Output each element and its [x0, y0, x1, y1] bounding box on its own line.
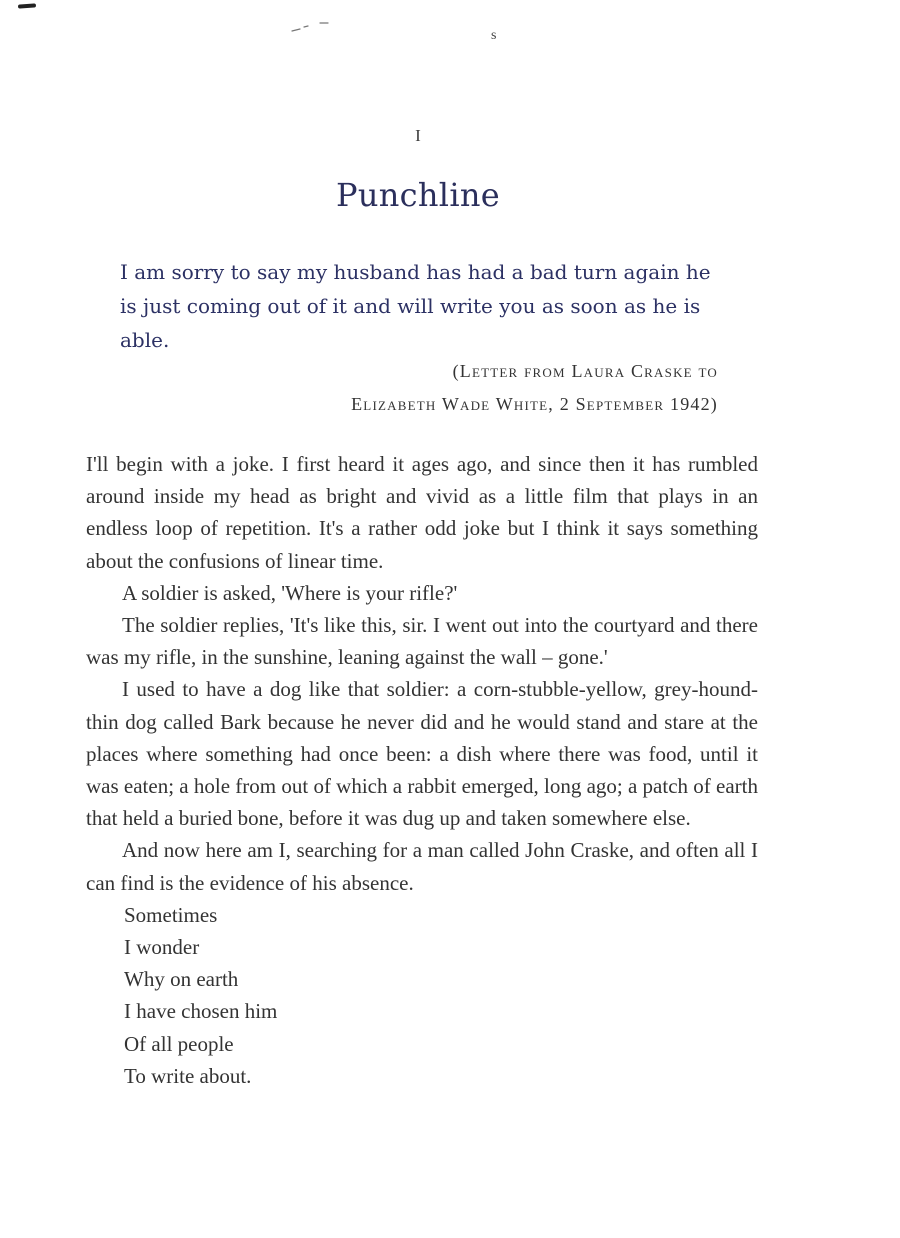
epigraph — [120, 255, 730, 357]
chapter-title: Punchline — [336, 176, 500, 214]
verse-line: I have chosen him — [124, 999, 278, 1024]
chapter-number: I — [415, 126, 421, 145]
paragraph: A soldier is asked, 'Where is your rifle?' — [122, 580, 458, 605]
verse — [86, 899, 758, 1092]
paragraph: I used to have a dog like that soldier: a corn-stubble-yellow, grey-hound-thin dog called Bark because he never did and he would stand and stare at the places where something had once been: a dish where there was food, until it was eaten; a hole from out of which a rabbit emerged, long ago; a patch of earth that held a buried bone, before it was dug up and taken somewhere else. — [86, 677, 758, 831]
verse-line: I wonder — [124, 935, 200, 960]
body-text — [86, 448, 758, 1092]
edge-smudge — [18, 3, 36, 8]
attribution-line-2: Elizabeth Wade White, 2 September 1942) — [351, 394, 718, 414]
paragraph: And now here am I, searching for a man called John Craske, and often all I can find is the evidence of his absence. — [86, 838, 758, 895]
verse-line: Sometimes — [124, 902, 218, 927]
pencil-scribble — [290, 20, 330, 34]
top-mark: s — [491, 28, 497, 43]
verse-line: Why on earth — [124, 967, 239, 992]
epigraph-text: I am sorry to say my husband has had a bad turn again he is just coming out of it and will write you as soon as he is able. — [120, 260, 711, 352]
paragraph: The soldier replies, 'It's like this, sir. I went out into the courtyard and there was my rifle, in the sunshine, leaning against the wall – gone.' — [86, 613, 758, 670]
attribution-line-1: (Letter from Laura Craske to — [452, 361, 718, 381]
verse-line: Of all people — [124, 1031, 234, 1056]
verse-line: To write about. — [124, 1063, 252, 1088]
paragraph: I'll begin with a joke. I first heard it ages ago, and since then it has rumbled around inside my head as bright and vivid as a little film that plays in an endless loop of repetition. It's a rather odd joke but I think it says something about the confusions of linear time. — [86, 452, 758, 573]
epigraph-attribution — [200, 355, 718, 421]
